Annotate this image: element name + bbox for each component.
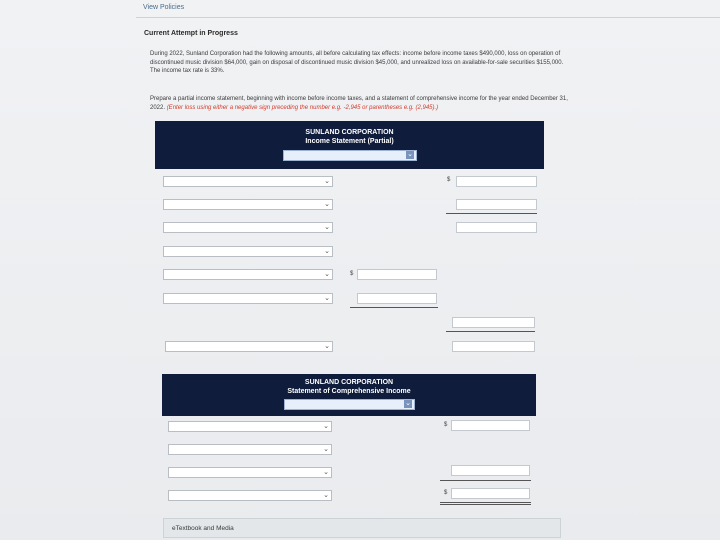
comprehensive-amount-input-2[interactable]: [451, 465, 530, 476]
attempt-title: Current Attempt in Progress: [144, 30, 238, 37]
income-dollar-sign-2: $: [350, 271, 354, 277]
divider: [136, 17, 720, 18]
comprehensive-line-select-1[interactable]: [168, 421, 332, 432]
total-underline: [446, 213, 537, 214]
income-line-select-6[interactable]: [163, 293, 333, 304]
comprehensive-line-select-3[interactable]: [168, 467, 332, 478]
income-period-select[interactable]: [283, 150, 417, 161]
income-amount-input-2[interactable]: [456, 199, 537, 210]
comprehensive-statement-title: Statement of Comprehensive Income: [287, 388, 411, 395]
sub-underline: [350, 307, 438, 308]
chevron-down-icon: ⌄: [324, 224, 330, 231]
instruction-body: Prepare a partial income statement, beginning with income before income taxes, and a statement of comprehensive income for the year ended December 31, 2022.: [150, 96, 568, 111]
income-line-select-2[interactable]: [163, 199, 333, 210]
income-line-select-5[interactable]: [163, 269, 333, 280]
comprehensive-amount-input-1[interactable]: [451, 420, 530, 431]
income-amount-input-1[interactable]: [456, 176, 537, 187]
comprehensive-period-select[interactable]: [284, 399, 415, 410]
income-line-select-4[interactable]: [163, 246, 333, 257]
chevron-down-icon: ⌄: [324, 271, 330, 278]
income-sub-input-1[interactable]: [357, 269, 437, 280]
chevron-down-icon: ⌄: [323, 469, 329, 476]
income-line-select-7[interactable]: [165, 341, 333, 352]
instruction-text: [150, 95, 575, 112]
double-underline-top: [440, 502, 531, 503]
chevron-down-icon: ⌄: [323, 446, 329, 453]
comprehensive-dollar-sign-1: $: [444, 422, 448, 428]
income-company-name: SUNLAND CORPORATION: [305, 129, 394, 136]
income-statement-header: [155, 121, 544, 169]
income-sub-input-2[interactable]: [357, 293, 437, 304]
chevron-down-icon: ⌄: [405, 400, 411, 407]
problem-text: During 2022, Sunland Corporation had the following amounts, all before calculating tax effects: income before income taxes $490,000, loss on operation of discontinued music division $64,000, gain on disposal of discontinued music division $45,000, and unrealized loss on available-for-sale securities $155,000. The income tax rate is 33%.: [150, 51, 564, 74]
comprehensive-amount-input-3[interactable]: [451, 488, 530, 499]
income-dollar-sign-1: $: [447, 177, 451, 183]
chevron-down-icon: ⌄: [324, 178, 330, 185]
comprehensive-company-name: SUNLAND CORPORATION: [304, 379, 394, 386]
chevron-down-icon: ⌄: [323, 492, 329, 499]
income-amount-input-3[interactable]: [456, 222, 537, 233]
chevron-down-icon: ⌄: [323, 423, 329, 430]
income-line-select-3[interactable]: [163, 222, 333, 233]
chevron-down-icon: ⌄: [324, 201, 330, 208]
income-line-select-1[interactable]: [163, 176, 333, 187]
income-amount-input-5[interactable]: [452, 341, 535, 352]
double-underline-bottom: [440, 504, 531, 505]
etextbook-media-label: eTextbook and Media: [172, 525, 234, 532]
etextbook-media-section[interactable]: [163, 518, 561, 538]
hint-text: (Enter loss using either a negative sign preceding the number e.g. -2,945 or parentheses e.g. (2,945).): [166, 104, 439, 111]
comprehensive-line-select-4[interactable]: [168, 490, 332, 501]
chevron-down-icon: ⌄: [324, 248, 330, 255]
income-amount-input-4[interactable]: [452, 317, 535, 328]
comprehensive-line-select-2[interactable]: [168, 444, 332, 455]
income-statement-title: Income Statement (Partial): [305, 138, 394, 145]
total-underline: [440, 480, 531, 481]
total-underline: [446, 331, 535, 332]
chevron-down-icon: ⌄: [324, 295, 330, 302]
chevron-down-icon: ⌄: [324, 343, 330, 350]
comprehensive-dollar-sign-2: $: [444, 490, 448, 496]
view-policies-link[interactable]: View Policies: [143, 4, 185, 11]
chevron-down-icon: ⌄: [407, 151, 413, 158]
